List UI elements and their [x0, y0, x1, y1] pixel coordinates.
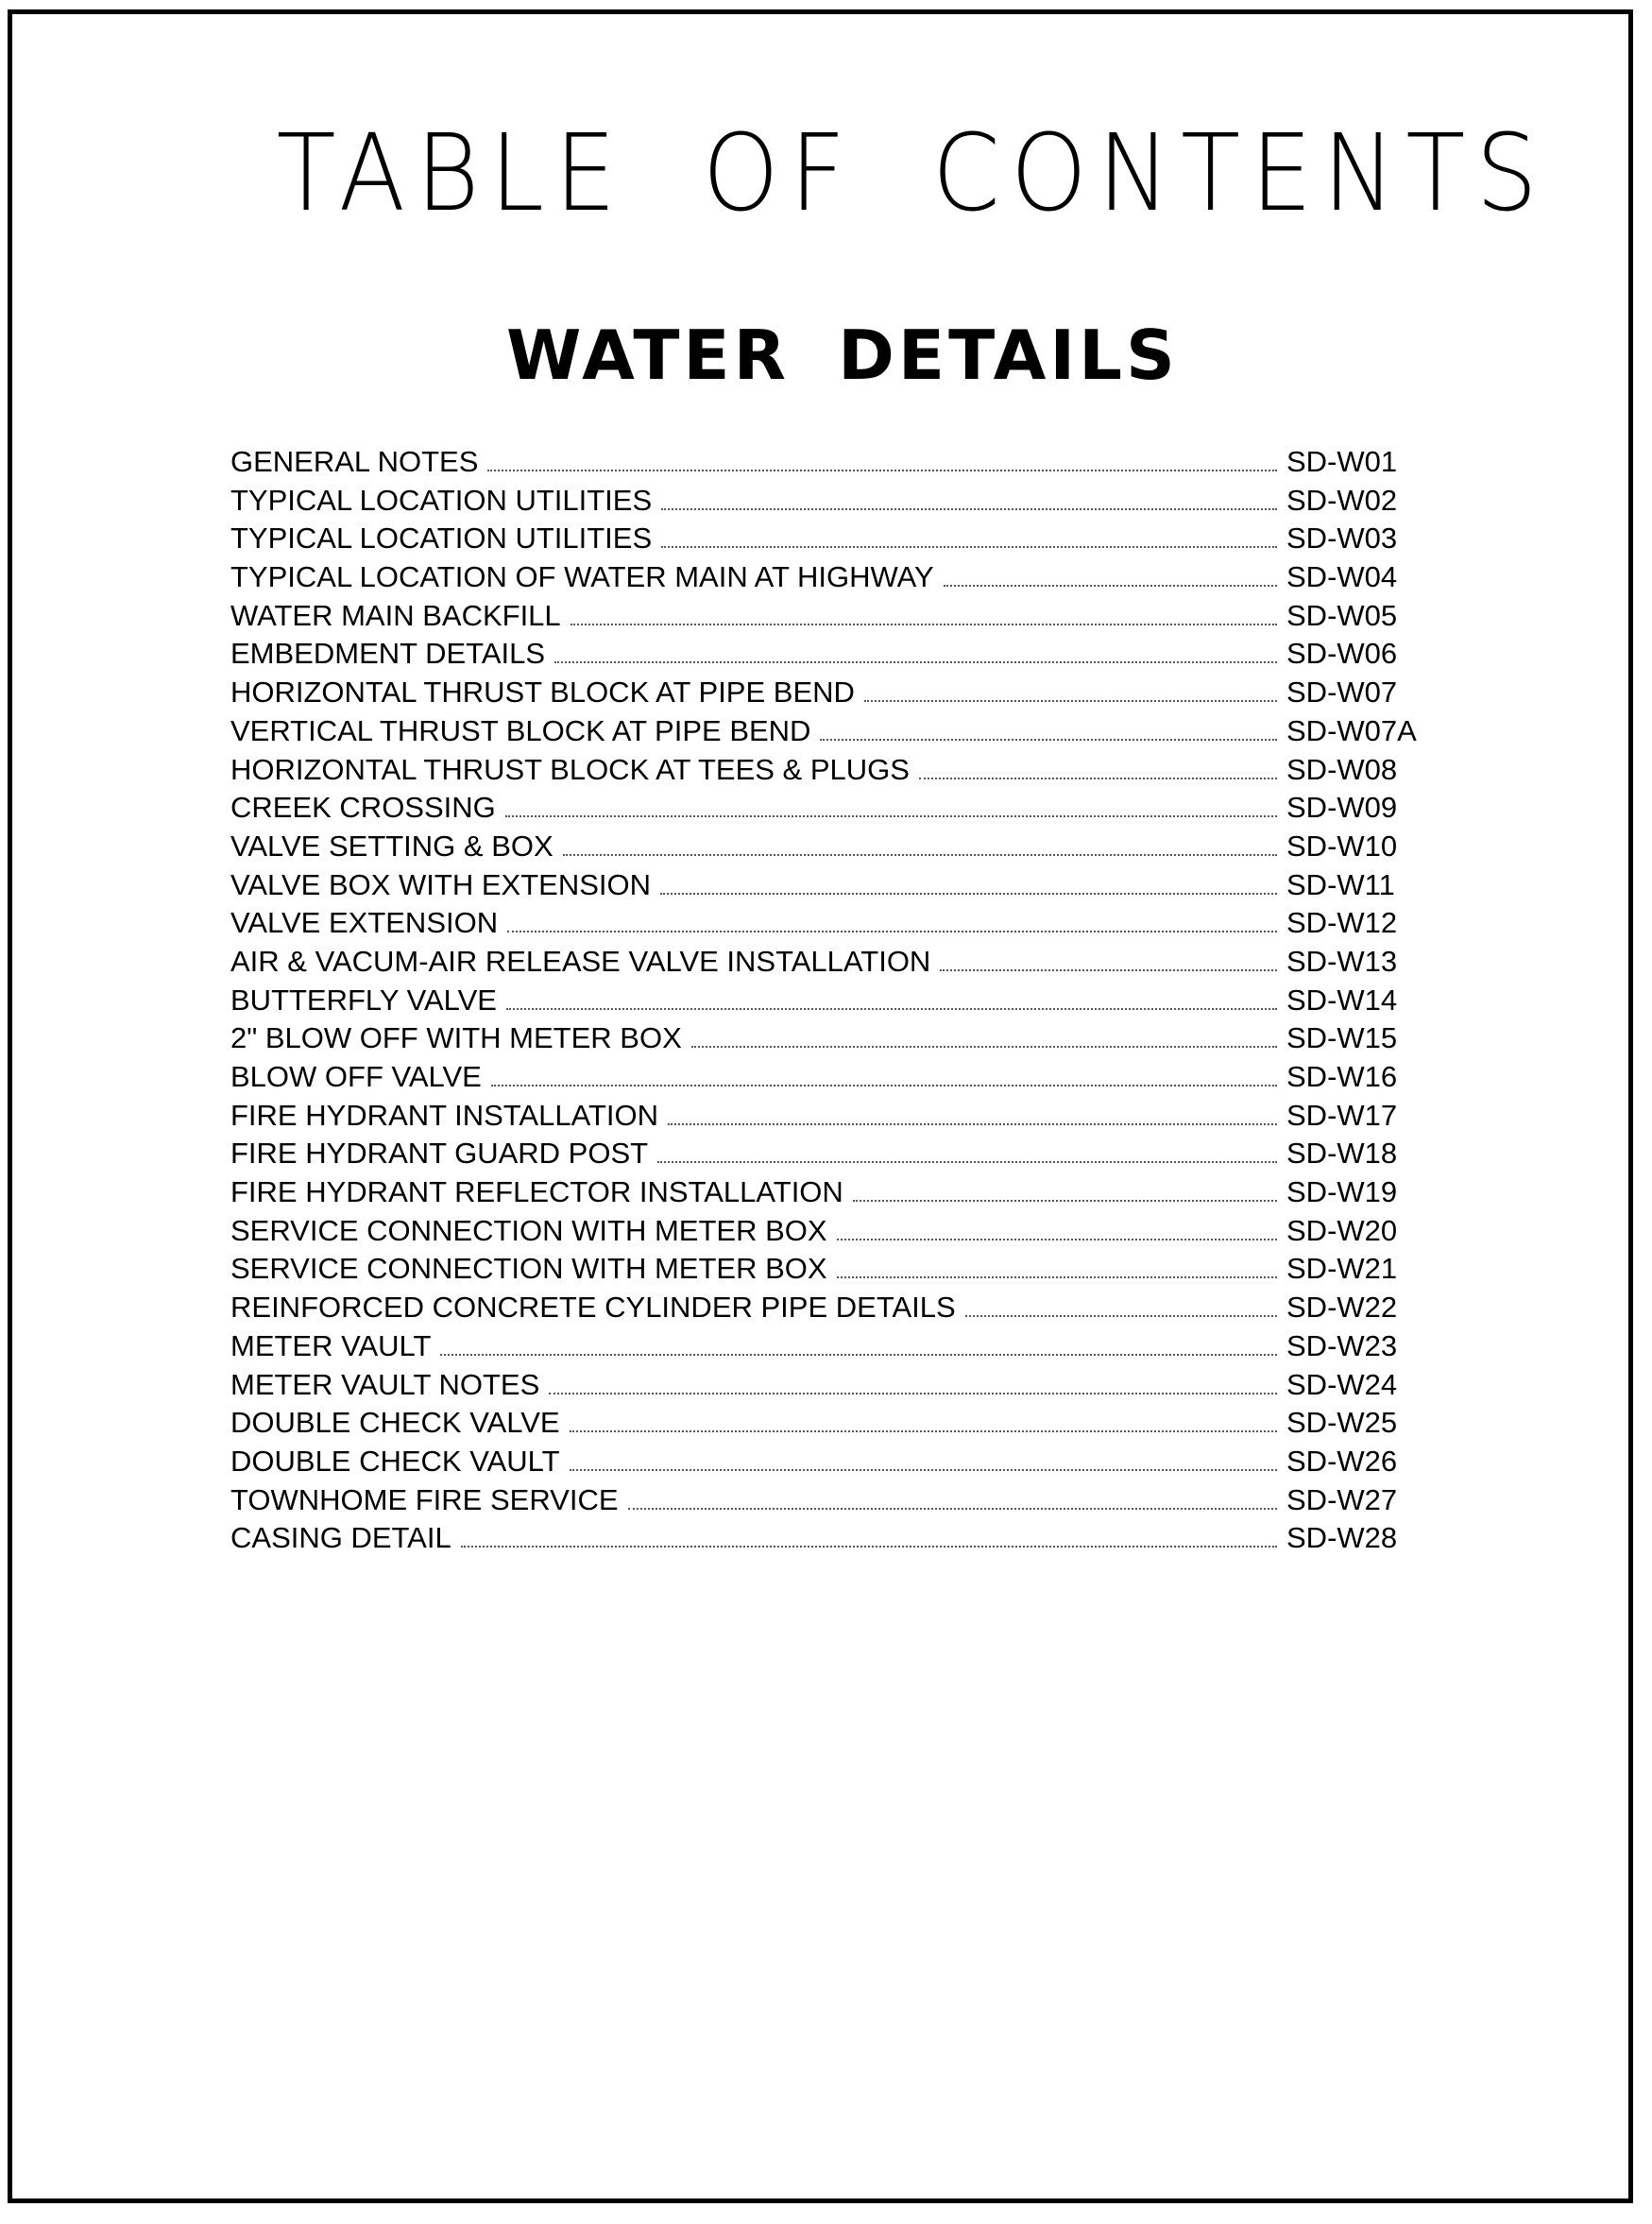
toc-entry-label: BUTTERFLY VALVE: [230, 983, 497, 1017]
toc-entry: [230, 482, 1421, 521]
toc-entry-sheet-code: SD-W13: [1286, 944, 1398, 978]
toc-entry-label: REINFORCED CONCRETE CYLINDER PIPE DETAILS: [230, 1291, 956, 1325]
toc-entry-label: BLOW OFF VALVE: [230, 1060, 482, 1093]
toc-entry: [230, 520, 1421, 558]
toc-entry-sheet-code: SD-W17: [1286, 1098, 1398, 1132]
toc-entry: [230, 751, 1421, 790]
toc-entry-label: VALVE SETTING & BOX: [230, 829, 554, 863]
toc-entry-sheet-code: SD-W06: [1286, 637, 1398, 671]
toc-entry: [230, 1097, 1421, 1136]
toc-entry: [230, 1366, 1421, 1405]
toc-entry-sheet-code: SD-W22: [1286, 1291, 1398, 1325]
toc-entry-label: DOUBLE CHECK VAULT: [230, 1444, 560, 1478]
dot-leader: [571, 624, 1277, 625]
toc-list: [230, 443, 1421, 1558]
toc-entry-label: DOUBLE CHECK VALVE: [230, 1406, 560, 1440]
toc-entry-sheet-code: SD-W07A: [1286, 713, 1417, 747]
toc-entry: [230, 1289, 1421, 1327]
toc-entry: [230, 1443, 1421, 1481]
dot-leader: [549, 1393, 1277, 1394]
toc-entry-sheet-code: SD-W12: [1286, 906, 1398, 940]
toc-entry-sheet-code: SD-W07: [1286, 676, 1398, 710]
dot-leader: [944, 585, 1277, 587]
dot-leader: [853, 1200, 1277, 1202]
dot-leader: [864, 700, 1277, 702]
toc-entry-sheet-code: SD-W05: [1286, 598, 1398, 632]
toc-entry-label: FIRE HYDRANT GUARD POST: [230, 1137, 649, 1171]
dot-leader: [940, 969, 1277, 971]
dot-leader: [628, 1508, 1277, 1510]
toc-entry-sheet-code: SD-W27: [1286, 1482, 1398, 1516]
dot-leader: [487, 470, 1277, 471]
toc-entry-sheet-code: SD-W28: [1286, 1521, 1398, 1555]
toc-entry-label: EMBEDMENT DETAILS: [230, 637, 546, 671]
toc-entry-sheet-code: SD-W11: [1286, 867, 1395, 901]
toc-entry-label: VALVE BOX WITH EXTENSION: [230, 867, 651, 901]
toc-entry: [230, 1212, 1421, 1251]
toc-entry-label: METER VAULT: [230, 1328, 432, 1362]
toc-entry-sheet-code: SD-W04: [1286, 560, 1398, 594]
dot-leader: [491, 1085, 1277, 1086]
dot-leader: [965, 1315, 1277, 1317]
toc-entry-label: VALVE EXTENSION: [230, 906, 499, 940]
toc-entry: [230, 558, 1421, 597]
toc-entry-sheet-code: SD-W19: [1286, 1175, 1398, 1209]
toc-entry-label: FIRE HYDRANT REFLECTOR INSTALLATION: [230, 1175, 843, 1209]
dot-leader: [660, 893, 1277, 895]
dot-leader: [554, 661, 1277, 663]
toc-entry-sheet-code: SD-W21: [1286, 1252, 1398, 1286]
dot-leader: [506, 1008, 1277, 1010]
toc-entry: [230, 789, 1421, 828]
toc-entry: [230, 943, 1421, 982]
toc-entry: [230, 982, 1421, 1020]
toc-entry-label: VERTICAL THRUST BLOCK AT PIPE BEND: [230, 713, 811, 747]
toc-entry-label: METER VAULT NOTES: [230, 1367, 540, 1401]
dot-leader: [668, 1123, 1277, 1125]
dot-leader: [440, 1354, 1277, 1356]
dot-leader: [837, 1276, 1277, 1278]
toc-entry-sheet-code: SD-W23: [1286, 1328, 1398, 1362]
toc-entry-label: WATER MAIN BACKFILL: [230, 598, 561, 632]
toc-entry-sheet-code: SD-W08: [1286, 752, 1398, 786]
document-title: TABLE OF CONTENTS: [276, 112, 1548, 235]
toc-entry-sheet-code: SD-W03: [1286, 522, 1398, 556]
toc-entry: [230, 1404, 1421, 1443]
toc-entry: [230, 635, 1421, 674]
toc-entry-label: CASING DETAIL: [230, 1521, 451, 1555]
toc-entry: [230, 1135, 1421, 1173]
toc-entry: [230, 1327, 1421, 1366]
toc-entry: [230, 1481, 1421, 1520]
toc-entry-sheet-code: SD-W16: [1286, 1060, 1398, 1093]
toc-entry-label: SERVICE CONNECTION WITH METER BOX: [230, 1213, 827, 1247]
dot-leader: [691, 1046, 1277, 1048]
section-title: WATER DETAILS: [506, 316, 1179, 395]
toc-entry: [230, 904, 1421, 943]
toc-entry: [230, 1250, 1421, 1289]
toc-entry-sheet-code: SD-W25: [1286, 1406, 1398, 1440]
toc-entry-sheet-code: SD-W15: [1286, 1021, 1398, 1055]
toc-entry-label: SERVICE CONNECTION WITH METER BOX: [230, 1252, 827, 1286]
toc-entry-label: TYPICAL LOCATION UTILITIES: [230, 522, 653, 556]
toc-entry: [230, 828, 1421, 866]
dot-leader: [505, 815, 1277, 817]
toc-entry-label: TYPICAL LOCATION UTILITIES: [230, 483, 653, 517]
toc-entry-label: HORIZONTAL THRUST BLOCK AT PIPE BEND: [230, 676, 855, 710]
toc-entry-sheet-code: SD-W24: [1286, 1367, 1398, 1401]
toc-entry-sheet-code: SD-W01: [1286, 445, 1398, 478]
dot-leader: [461, 1546, 1277, 1548]
toc-entry: [230, 443, 1421, 482]
toc-entry-sheet-code: SD-W26: [1286, 1444, 1398, 1478]
toc-entry-label: TYPICAL LOCATION OF WATER MAIN AT HIGHWAY: [230, 560, 934, 594]
toc-entry: [230, 674, 1421, 712]
dot-leader: [661, 508, 1277, 510]
dot-leader: [657, 1161, 1277, 1163]
dot-leader: [661, 546, 1277, 548]
toc-entry: [230, 1519, 1421, 1558]
toc-entry-label: CREEK CROSSING: [230, 791, 496, 825]
toc-entry: [230, 1019, 1421, 1058]
toc-entry-label: GENERAL NOTES: [230, 445, 479, 478]
toc-entry-sheet-code: SD-W14: [1286, 983, 1398, 1017]
toc-entry: [230, 597, 1421, 636]
dot-leader: [919, 778, 1277, 779]
toc-entry-label: HORIZONTAL THRUST BLOCK AT TEES & PLUGS: [230, 752, 910, 786]
toc-entry-sheet-code: SD-W09: [1286, 791, 1398, 825]
dot-leader: [820, 739, 1277, 741]
toc-entry: [230, 1058, 1421, 1097]
toc-entry-sheet-code: SD-W18: [1286, 1137, 1398, 1171]
dot-leader: [507, 931, 1277, 932]
toc-entry-sheet-code: SD-W02: [1286, 483, 1398, 517]
toc-entry: [230, 712, 1421, 751]
toc-entry-label: AIR & VACUM-AIR RELEASE VALVE INSTALLATION: [230, 944, 931, 978]
dot-leader: [570, 1469, 1277, 1471]
dot-leader: [570, 1430, 1277, 1432]
dot-leader: [837, 1239, 1277, 1240]
toc-entry-label: 2" BLOW OFF WITH METER BOX: [230, 1021, 682, 1055]
toc-entry-sheet-code: SD-W20: [1286, 1213, 1398, 1247]
dot-leader: [563, 854, 1277, 856]
toc-entry-sheet-code: SD-W10: [1286, 829, 1398, 863]
toc-entry: [230, 866, 1421, 905]
toc-entry: [230, 1173, 1421, 1212]
toc-entry-label: FIRE HYDRANT INSTALLATION: [230, 1098, 659, 1132]
toc-entry-label: TOWNHOME FIRE SERVICE: [230, 1482, 619, 1516]
